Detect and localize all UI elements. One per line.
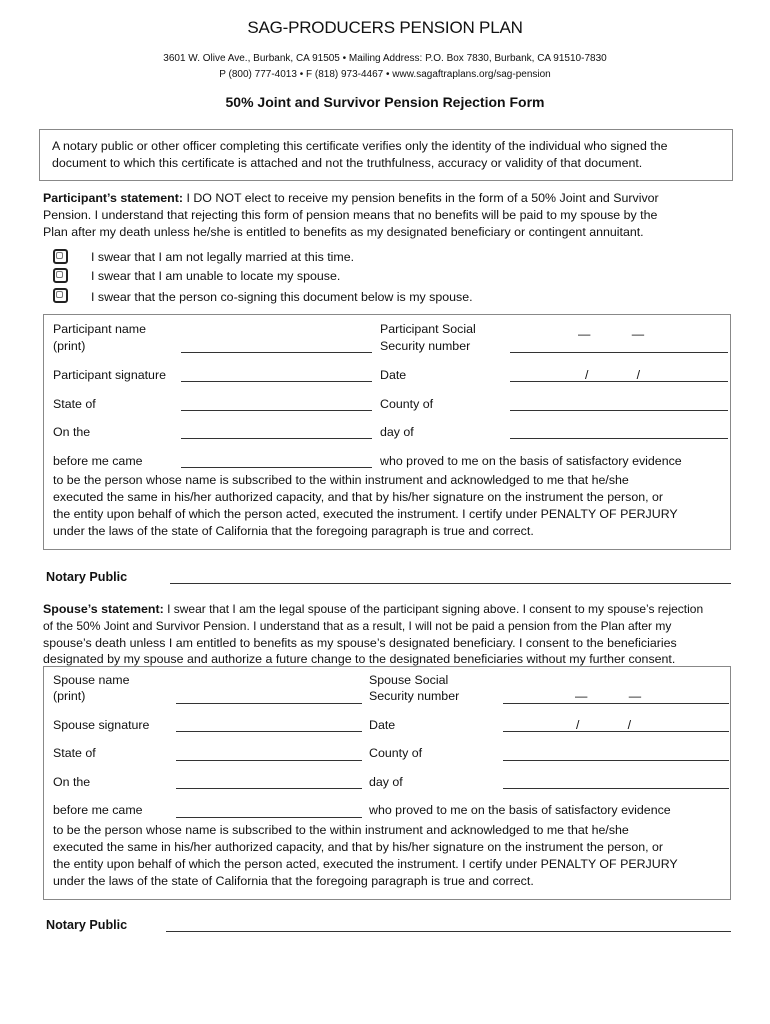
spouse-date-field[interactable] (503, 731, 729, 732)
address-line-1: 3601 W. Olive Ave., Burbank, CA 91505 • Mailing Address: P.O. Box 7830, Burbank, CA 91510-7830 (163, 53, 607, 64)
participant-proved-label: who proved to me on the basis of satisfactory evidence (380, 454, 682, 468)
participant-on-the-field[interactable] (181, 438, 372, 439)
participant-date-field[interactable] (510, 381, 728, 382)
option-cosigner-spouse-label: I swear that the person co-signing this document below is my spouse. (91, 290, 473, 304)
option-not-married-checkbox[interactable] (53, 249, 68, 264)
participant-state-field[interactable] (181, 410, 372, 411)
spouse-statement-line-3: spouse’s death unless I am entitled to benefits as my spouse’s designated beneficiary. I consent to the beneficiaries (43, 636, 677, 650)
notary-notice-line-1: A notary public or other officer completing this certificate verifies only the identity of the individual who signed the (52, 139, 668, 153)
spouse-ack-line-2: executed the same in his/her authorized capacity, and that by his/her signature on the instrument the person, or (53, 840, 664, 854)
spouse-signature-label: Spouse signature (53, 718, 150, 732)
spouse-day-of-field[interactable] (503, 788, 729, 789)
spouse-state-label: State of (53, 746, 96, 760)
option-not-married-label: I swear that I am not legally married at this time. (91, 250, 355, 264)
participant-ack-line-3: the entity upon behalf of which the person acted, executed the instrument. I certify under PENALTY OF PERJURY (53, 507, 678, 521)
spouse-on-the-label: On the (53, 775, 91, 789)
notary-notice-line-2: document to which this certificate is attached and not the truthfulness, accuracy or validity of that document. (52, 156, 643, 170)
spouse-statement-text-1: I swear that I am the legal spouse of the participant signing above. I consent to my spouse’s rejection (163, 602, 704, 616)
notary-public-label-2: Notary Public (46, 918, 128, 932)
participant-ack-line-1: to be the person whose name is subscribed to the within instrument and acknowledged to me that he/she (53, 473, 629, 487)
participant-county-label: County of (380, 397, 434, 411)
participant-before-me-label: before me came (53, 454, 143, 468)
spouse-ssn-separators: — — (575, 689, 642, 703)
participant-name-sublabel: (print) (53, 339, 86, 353)
participant-date-label: Date (380, 368, 407, 382)
spouse-statement-label: Spouse’s statement: (43, 602, 164, 616)
spouse-before-me-field[interactable] (176, 817, 362, 818)
spouse-name-field[interactable] (176, 703, 362, 704)
participant-ssn-sublabel: Security number (380, 339, 471, 353)
spouse-ack-line-3: the entity upon behalf of which the person acted, executed the instrument. I certify under PENALTY OF PERJURY (53, 857, 678, 871)
plan-title: SAG-PRODUCERS PENSION PLAN (247, 18, 523, 37)
spouse-ack-line-4: under the laws of the state of California that the foregoing paragraph is true and correct. (53, 874, 534, 888)
spouse-ssn-label: Spouse Social (369, 673, 449, 687)
participant-county-field[interactable] (510, 410, 728, 411)
participant-statement-line-2: Pension. I understand that rejecting this form of pension means that no benefits will be paid to my spouse by the (43, 208, 658, 222)
spouse-name-label: Spouse name (53, 673, 130, 687)
spouse-county-label: County of (369, 746, 423, 760)
participant-statement-label: Participant’s statement: (43, 191, 184, 205)
notary-public-field-1[interactable] (170, 583, 731, 584)
participant-ssn-separators: — — (578, 327, 645, 341)
spouse-ack-line-1: to be the person whose name is subscribed to the within instrument and acknowledged to me that he/she (53, 823, 629, 837)
spouse-name-sublabel: (print) (53, 689, 86, 703)
participant-state-label: State of (53, 397, 96, 411)
spouse-county-field[interactable] (503, 760, 729, 761)
spouse-ssn-sublabel: Security number (369, 689, 460, 703)
spouse-state-field[interactable] (176, 760, 362, 761)
option-unable-locate-checkbox[interactable] (53, 268, 68, 283)
spouse-statement-line-4: designated by my spouse and authorize a future change to the designated beneficiaries without my further consent. (43, 652, 676, 666)
participant-signature-label: Participant signature (53, 368, 166, 382)
spouse-before-me-label: before me came (53, 803, 143, 817)
participant-statement-line-3: Plan after my death unless he/she is entitled to benefits as my designated beneficiary or contingent annuitant. (43, 225, 644, 239)
participant-ack-line-4: under the laws of the state of California that the foregoing paragraph is true and correct. (53, 524, 534, 538)
participant-date-separators: / / (585, 368, 641, 382)
spouse-on-the-field[interactable] (176, 788, 362, 789)
participant-on-the-label: On the (53, 425, 91, 439)
address-line-2: P (800) 777-4013 • F (818) 973-4467 • www.sagaftraplans.org/sag-pension (219, 69, 551, 80)
spouse-signature-field[interactable] (176, 731, 362, 732)
spouse-proved-label: who proved to me on the basis of satisfactory evidence (369, 803, 671, 817)
spouse-date-separators: / / (576, 718, 632, 732)
participant-before-me-field[interactable] (181, 467, 372, 468)
participant-day-of-label: day of (380, 425, 414, 439)
spouse-day-of-label: day of (369, 775, 403, 789)
notary-public-field-2[interactable] (166, 931, 731, 932)
participant-name-field[interactable] (181, 352, 372, 353)
notary-public-label-1: Notary Public (46, 570, 128, 584)
form-title: 50% Joint and Survivor Pension Rejection Form (225, 94, 545, 110)
spouse-date-label: Date (369, 718, 396, 732)
spouse-statement-line-2: of the 50% Joint and Survivor Pension. I understand that as a result, I will not be paid a pension from the Plan after my (43, 619, 672, 633)
option-cosigner-spouse-checkbox[interactable] (53, 288, 68, 303)
option-unable-locate-label: I swear that I am unable to locate my spouse. (91, 269, 341, 283)
spouse-ssn-field[interactable] (503, 703, 729, 704)
participant-ack-line-2: executed the same in his/her authorized capacity, and that by his/her signature on the instrument the person, or (53, 490, 664, 504)
participant-day-of-field[interactable] (510, 438, 728, 439)
participant-ssn-field[interactable] (510, 352, 728, 353)
spouse-statement-line-1 (43, 601, 703, 618)
participant-statement-line-1 (43, 190, 659, 207)
participant-name-label: Participant name (53, 322, 146, 336)
participant-ssn-label: Participant Social (380, 322, 476, 336)
participant-signature-field[interactable] (181, 381, 372, 382)
participant-statement-text-1: I DO NOT elect to receive my pension benefits in the form of a 50% Joint and Survivor (183, 191, 659, 205)
